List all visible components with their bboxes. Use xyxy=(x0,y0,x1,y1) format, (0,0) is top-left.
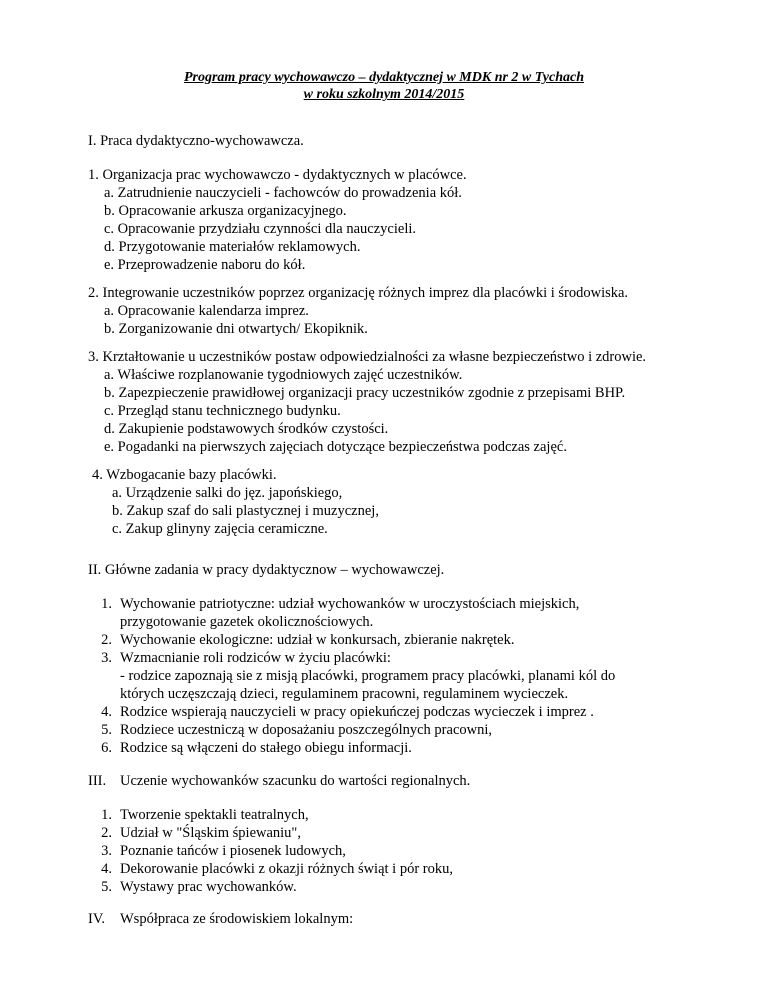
section-4-heading: Współpraca ze środowiskiem lokalnym: xyxy=(120,911,354,927)
s2-item-4-number: 4. xyxy=(101,704,112,720)
point-3-heading: 3. Krztałtowanie u uczestników postaw odpowiedzialności za własne bezpieczeństwo i zdrowie. xyxy=(88,349,647,365)
point-3-item-a: a. Właściwe rozplanowanie tygodniowych zajęć uczestników. xyxy=(104,367,463,383)
s3-item-3-text: Poznanie tańców i piosenek ludowych, xyxy=(120,843,346,859)
point-3-item-b: b. Zapezpieczenie prawidłowej organizacji pracy uczestników zgodnie z przepisami BHP. xyxy=(104,385,626,401)
point-2-heading: 2. Integrowanie uczestników poprzez organizację różnych imprez dla placówki i środowiska. xyxy=(88,285,629,301)
point-2-item-b: b. Zorganizowanie dni otwartych/ Ekopiknik. xyxy=(104,321,368,337)
s2-item-2-line1: Wychowanie ekologiczne: udział w konkursach, zbieranie nakrętek. xyxy=(120,632,515,648)
section-4-number: IV. xyxy=(88,911,106,927)
point-3-item-d: d. Zakupienie podstawowych środków czystości. xyxy=(104,421,389,437)
point-4-item-c: c. Zakup glinyny zajęcia ceramiczne. xyxy=(112,521,328,537)
point-4-item-a: a. Urządzenie salki do jęz. japońskiego, xyxy=(112,485,343,501)
point-1-item-b: b. Opracowanie arkusza organizacyjnego. xyxy=(104,203,347,219)
s3-item-4-number: 4. xyxy=(101,861,112,877)
s2-item-5-number: 5. xyxy=(101,722,112,738)
section-3-heading: Uczenie wychowanków szacunku do wartości regionalnych. xyxy=(120,773,471,789)
point-2-item-a: a. Opracowanie kalendarza imprez. xyxy=(104,303,309,319)
point-1-heading: 1. Organizacja prac wychowawczo - dydaktycznych w placówce. xyxy=(88,167,467,183)
point-1-item-e: e. Przeprowadzenie naboru do kół. xyxy=(104,257,306,273)
section-1-heading: I. Praca dydaktyczno-wychowawcza. xyxy=(88,133,304,149)
s2-item-3-number: 3. xyxy=(101,650,112,666)
point-1-item-c: c. Opracowanie przydziału czynności dla nauczycieli. xyxy=(104,221,417,237)
s3-item-1-text: Tworzenie spektakli teatralnych, xyxy=(120,807,309,823)
s3-item-4-text: Dekorowanie placówki z okazji różnych świąt i pór roku, xyxy=(120,861,453,877)
point-1-item-d: d. Przygotowanie materiałów reklamowych. xyxy=(104,239,361,255)
s2-item-5-line1: Rodziece uczestniczą w doposażaniu poszczególnych pracowni, xyxy=(120,722,493,738)
s2-item-3-line2: - rodzice zapoznają sie z misją placówki, programem pracy placówki, planami kól do xyxy=(120,668,616,684)
s2-item-4-line1: Rodzice wspierają nauczycieli w pracy opiekuńczej podczas wycieczek i imprez . xyxy=(120,704,594,720)
s3-item-2-number: 2. xyxy=(101,825,112,841)
document-title-line1: Program pracy wychowawczo – dydaktycznej w MDK nr 2 w Tychach xyxy=(183,70,585,85)
point-3-item-e: e. Pogadanki na pierwszych zajęciach dotyczące bezpieczeństwa podczas zajęć. xyxy=(104,439,567,455)
point-3-item-c: c. Przegląd stanu technicznego budynku. xyxy=(104,403,341,419)
s2-item-2-number: 2. xyxy=(101,632,112,648)
s3-item-5-number: 5. xyxy=(101,879,112,895)
s2-item-1-line2: przygotowanie gazetek okolicznościowych. xyxy=(120,614,374,630)
section-2-heading: II. Główne zadania w pracy dydaktycznow – wychowawczej. xyxy=(88,562,445,578)
s2-item-6-number: 6. xyxy=(101,740,112,756)
point-4-item-b: b. Zakup szaf do sali plastycznej i muzycznej, xyxy=(112,503,379,519)
s3-item-3-number: 3. xyxy=(101,843,112,859)
s2-item-1-line1: Wychowanie patriotyczne: udział wychowanków w uroczystościach miejskich, xyxy=(120,596,580,612)
s2-item-3-line3: których uczęszczają dzieci, regulaminem pracowni, regulaminem wycieczek. xyxy=(120,686,569,702)
s3-item-2-text: Udział w "Śląskim śpiewaniu", xyxy=(120,825,301,841)
point-1-item-a: a. Zatrudnienie nauczycieli - fachowców do prowadzenia kół. xyxy=(104,185,462,201)
s2-item-3-line1: Wzmacnianie roli rodziców w życiu placówki: xyxy=(120,650,391,666)
point-4-heading: 4. Wzbogacanie bazy placówki. xyxy=(92,467,277,483)
s3-item-1-number: 1. xyxy=(101,807,112,823)
s3-item-5-text: Wystawy prac wychowanków. xyxy=(120,879,297,895)
section-3-number: III. xyxy=(88,773,107,789)
s2-item-1-number: 1. xyxy=(101,596,112,612)
document-title-line2: w roku szkolnym 2014/2015 xyxy=(303,87,465,102)
s2-item-6-line1: Rodzice są włączeni do stałego obiegu informacji. xyxy=(120,740,412,756)
